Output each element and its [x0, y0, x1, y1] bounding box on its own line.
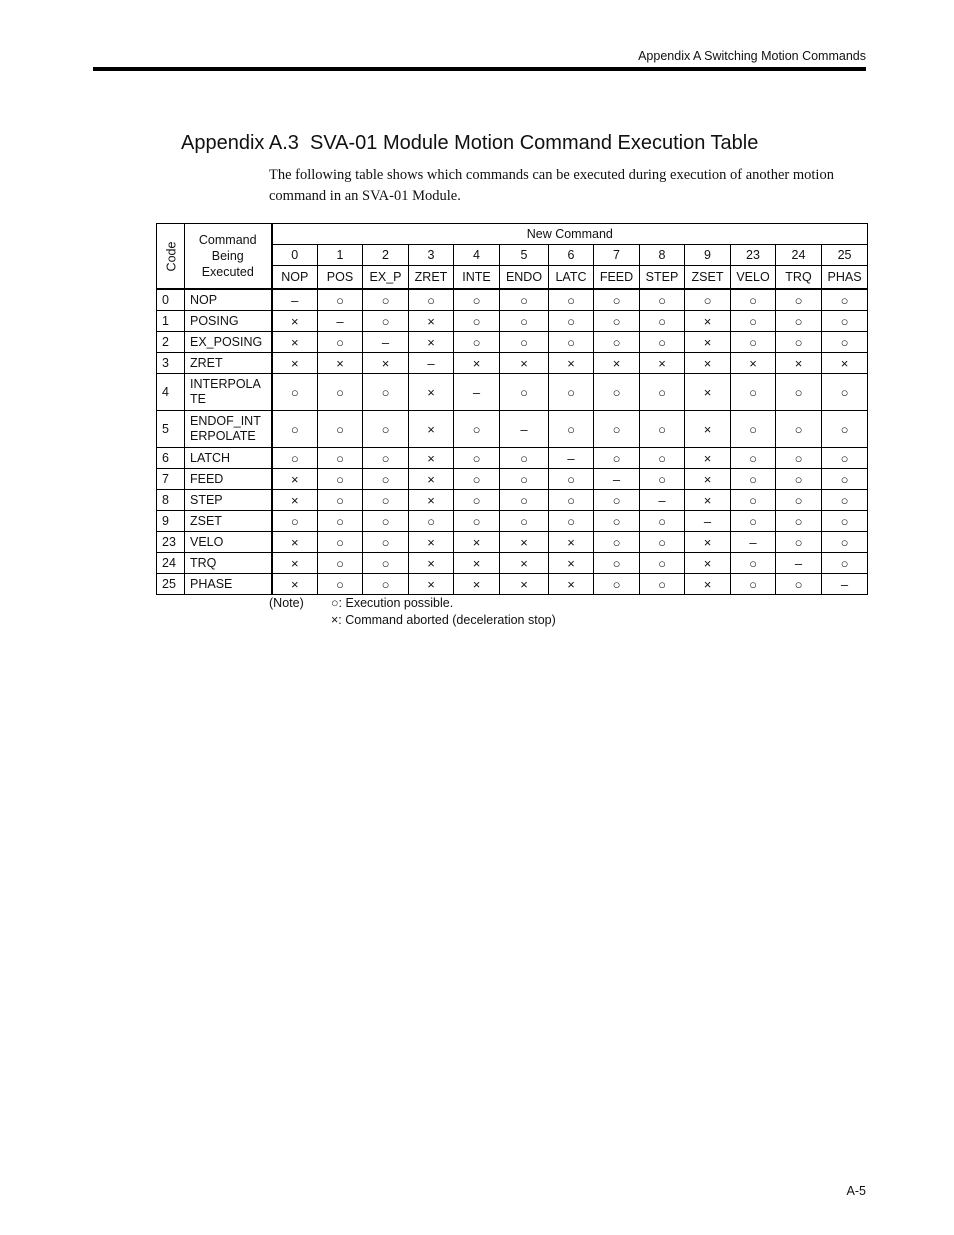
note-command-aborted: ×: Command aborted (deceleration stop) — [331, 613, 556, 627]
execution-cell: ○ — [318, 553, 363, 574]
table-row — [157, 411, 868, 448]
execution-cell: ○ — [454, 469, 500, 490]
row-code: 25 — [157, 574, 185, 595]
code-header-label: Code — [164, 241, 179, 271]
execution-cell: ○ — [776, 332, 822, 353]
column-name: INTE — [454, 266, 500, 290]
execution-cell: – — [640, 490, 685, 511]
column-name: ZRET — [409, 266, 454, 290]
column-name: EX_P — [363, 266, 409, 290]
execution-cell: ○ — [454, 411, 500, 448]
execution-cell: × — [454, 553, 500, 574]
execution-cell: ○ — [318, 448, 363, 469]
execution-cell: ○ — [549, 469, 594, 490]
execution-cell: ○ — [594, 311, 640, 332]
execution-cell: × — [272, 311, 318, 332]
note-label: (Note) — [269, 596, 304, 610]
execution-cell: ○ — [640, 469, 685, 490]
execution-cell: – — [454, 374, 500, 411]
execution-cell: × — [731, 353, 776, 374]
row-command-name — [185, 469, 272, 490]
column-code: 24 — [776, 245, 822, 266]
column-code: 4 — [454, 245, 500, 266]
execution-cell: ○ — [272, 374, 318, 411]
execution-cell: ○ — [500, 490, 549, 511]
execution-cell: ○ — [640, 574, 685, 595]
column-code: 3 — [409, 245, 454, 266]
execution-cell: ○ — [500, 511, 549, 532]
execution-cell: – — [500, 411, 549, 448]
execution-cell: ○ — [454, 311, 500, 332]
execution-cell: × — [409, 332, 454, 353]
execution-cell: ○ — [454, 511, 500, 532]
execution-cell: ○ — [272, 511, 318, 532]
execution-cell: × — [822, 353, 868, 374]
row-command-name-line: FEED — [190, 471, 224, 486]
execution-cell: × — [500, 532, 549, 553]
execution-cell: × — [500, 553, 549, 574]
executing-header-line: Command — [198, 233, 257, 247]
execution-cell: × — [363, 353, 409, 374]
column-code: 5 — [500, 245, 549, 266]
execution-cell: × — [272, 553, 318, 574]
execution-cell: ○ — [318, 490, 363, 511]
execution-cell: ○ — [776, 374, 822, 411]
execution-cell: ○ — [549, 289, 594, 311]
execution-cell: ○ — [594, 448, 640, 469]
execution-cell: × — [272, 574, 318, 595]
column-code: 8 — [640, 245, 685, 266]
execution-cell: ○ — [731, 574, 776, 595]
row-command-name — [185, 411, 272, 448]
table-row — [157, 332, 868, 353]
execution-cell: ○ — [454, 448, 500, 469]
execution-cell: ○ — [822, 469, 868, 490]
note-execution-possible: ○: Execution possible. — [331, 596, 454, 610]
table-row — [157, 490, 868, 511]
header-row-title — [157, 224, 868, 245]
execution-cell: × — [409, 311, 454, 332]
execution-cell: ○ — [685, 289, 731, 311]
row-command-name — [185, 511, 272, 532]
running-header: Appendix A Switching Motion Commands — [638, 49, 866, 63]
table-row — [157, 511, 868, 532]
row-command-name — [185, 332, 272, 353]
table-row — [157, 374, 868, 411]
execution-cell: ○ — [318, 411, 363, 448]
execution-cell: ○ — [594, 511, 640, 532]
execution-cell: ○ — [594, 574, 640, 595]
column-code: 7 — [594, 245, 640, 266]
row-command-name — [185, 532, 272, 553]
row-code: 2 — [157, 332, 185, 353]
execution-cell: × — [409, 532, 454, 553]
execution-cell: ○ — [363, 490, 409, 511]
column-name: LATC — [549, 266, 594, 290]
row-command-name — [185, 289, 272, 311]
execution-cell: – — [272, 289, 318, 311]
execution-cell: × — [685, 532, 731, 553]
execution-cell: ○ — [776, 289, 822, 311]
execution-cell: × — [549, 574, 594, 595]
execution-cell: ○ — [776, 511, 822, 532]
table-row — [157, 574, 868, 595]
execution-cell: ○ — [731, 374, 776, 411]
execution-cell: × — [549, 532, 594, 553]
execution-cell: ○ — [363, 448, 409, 469]
execution-cell: ○ — [272, 448, 318, 469]
execution-cell: × — [318, 353, 363, 374]
execution-cell: ○ — [594, 532, 640, 553]
execution-cell: ○ — [363, 289, 409, 311]
execution-cell: ○ — [549, 511, 594, 532]
row-command-name — [185, 448, 272, 469]
execution-cell: ○ — [822, 411, 868, 448]
execution-cell: ○ — [318, 532, 363, 553]
executing-header-line: Executed — [201, 265, 254, 279]
execution-cell: ○ — [363, 411, 409, 448]
execution-cell: × — [594, 353, 640, 374]
execution-cell: × — [685, 553, 731, 574]
row-code: 8 — [157, 490, 185, 511]
execution-cell: – — [731, 532, 776, 553]
row-command-name-line: STEP — [190, 492, 223, 507]
column-name: STEP — [640, 266, 685, 290]
row-command-name-line: POSING — [190, 313, 239, 328]
execution-cell: ○ — [363, 532, 409, 553]
execution-cell: × — [776, 353, 822, 374]
execution-cell: ○ — [549, 490, 594, 511]
execution-cell: × — [409, 574, 454, 595]
row-command-name-line: TRQ — [190, 555, 217, 570]
execution-cell: ○ — [500, 374, 549, 411]
execution-cell: ○ — [549, 411, 594, 448]
column-name: POS — [318, 266, 363, 290]
execution-cell: ○ — [594, 490, 640, 511]
execution-cell: ○ — [776, 469, 822, 490]
column-name: PHAS — [822, 266, 868, 290]
execution-cell: ○ — [822, 332, 868, 353]
execution-cell: ○ — [409, 289, 454, 311]
execution-cell: ○ — [640, 553, 685, 574]
execution-cell: × — [685, 574, 731, 595]
execution-cell: × — [685, 332, 731, 353]
execution-cell: ○ — [640, 411, 685, 448]
execution-cell: – — [318, 311, 363, 332]
execution-cell: × — [549, 353, 594, 374]
executing-command-header — [185, 224, 272, 290]
execution-cell: × — [409, 553, 454, 574]
execution-cell: ○ — [318, 574, 363, 595]
execution-cell: ○ — [363, 311, 409, 332]
execution-cell: × — [272, 332, 318, 353]
table-row — [157, 553, 868, 574]
execution-cell: × — [409, 374, 454, 411]
execution-cell: ○ — [822, 289, 868, 311]
execution-cell: ○ — [731, 332, 776, 353]
column-name: ENDO — [500, 266, 549, 290]
execution-cell: × — [272, 469, 318, 490]
execution-cell: ○ — [363, 553, 409, 574]
execution-cell: ○ — [454, 490, 500, 511]
row-code: 3 — [157, 353, 185, 374]
column-name: VELO — [731, 266, 776, 290]
execution-cell: ○ — [822, 374, 868, 411]
execution-cell: ○ — [731, 448, 776, 469]
table-row — [157, 469, 868, 490]
execution-cell: – — [409, 353, 454, 374]
column-name: TRQ — [776, 266, 822, 290]
execution-cell: ○ — [640, 332, 685, 353]
row-command-name-line: ENDOF_INT — [190, 414, 261, 428]
column-code: 23 — [731, 245, 776, 266]
execution-cell: ○ — [409, 511, 454, 532]
column-name: NOP — [272, 266, 318, 290]
execution-cell: × — [549, 553, 594, 574]
execution-cell: × — [454, 532, 500, 553]
execution-cell: ○ — [363, 469, 409, 490]
execution-cell: × — [272, 353, 318, 374]
table-row — [157, 448, 868, 469]
execution-cell: ○ — [731, 289, 776, 311]
column-code: 9 — [685, 245, 731, 266]
row-command-name-line: LATCH — [190, 450, 231, 465]
column-name: FEED — [594, 266, 640, 290]
row-command-name-line: EX_POSING — [190, 334, 263, 349]
column-code: 0 — [272, 245, 318, 266]
execution-cell: ○ — [731, 311, 776, 332]
execution-cell: ○ — [640, 311, 685, 332]
table-row — [157, 289, 868, 311]
row-command-name-line: PHASE — [190, 576, 233, 591]
execution-cell: ○ — [318, 332, 363, 353]
execution-cell: × — [272, 532, 318, 553]
execution-cell: ○ — [822, 311, 868, 332]
row-command-name-line: ZRET — [190, 355, 223, 370]
row-command-name-line: ERPOLATE — [190, 429, 256, 443]
execution-cell: × — [409, 469, 454, 490]
table-row — [157, 353, 868, 374]
execution-cell: ○ — [776, 448, 822, 469]
execution-cell: ○ — [500, 332, 549, 353]
row-code: 23 — [157, 532, 185, 553]
execution-cell: ○ — [318, 469, 363, 490]
execution-cell: ○ — [640, 374, 685, 411]
row-code: 4 — [157, 374, 185, 411]
execution-cell: ○ — [549, 332, 594, 353]
execution-cell: × — [685, 353, 731, 374]
row-code: 5 — [157, 411, 185, 448]
section-title: Appendix A.3 SVA-01 Module Motion Command Execution Table — [181, 132, 759, 154]
execution-cell: ○ — [549, 374, 594, 411]
header-rule — [93, 67, 866, 71]
execution-cell: × — [500, 574, 549, 595]
row-code: 24 — [157, 553, 185, 574]
execution-cell: × — [685, 490, 731, 511]
execution-cell: ○ — [822, 448, 868, 469]
execution-cell: ○ — [640, 532, 685, 553]
page-number: A-5 — [846, 1184, 866, 1198]
execution-cell: – — [363, 332, 409, 353]
execution-cell: ○ — [776, 411, 822, 448]
executing-header-line: Being — [211, 249, 244, 263]
execution-cell: – — [822, 574, 868, 595]
execution-cell: ○ — [776, 532, 822, 553]
execution-cell: ○ — [822, 532, 868, 553]
execution-cell: ○ — [363, 374, 409, 411]
execution-cell: ○ — [594, 289, 640, 311]
row-command-name-line: NOP — [190, 292, 218, 307]
row-code: 7 — [157, 469, 185, 490]
execution-cell: × — [409, 490, 454, 511]
execution-cell: ○ — [822, 511, 868, 532]
execution-cell: ○ — [594, 374, 640, 411]
row-code: 6 — [157, 448, 185, 469]
row-code: 1 — [157, 311, 185, 332]
row-command-name — [185, 311, 272, 332]
execution-cell: ○ — [640, 289, 685, 311]
execution-cell: × — [272, 490, 318, 511]
row-command-name — [185, 490, 272, 511]
execution-cell: × — [500, 353, 549, 374]
execution-cell: ○ — [318, 289, 363, 311]
execution-cell: ○ — [776, 574, 822, 595]
execution-cell: ○ — [731, 553, 776, 574]
execution-cell: ○ — [594, 332, 640, 353]
execution-cell: ○ — [822, 490, 868, 511]
row-command-name-line: TE — [190, 392, 206, 406]
execution-cell: ○ — [454, 289, 500, 311]
execution-cell: – — [594, 469, 640, 490]
row-command-name — [185, 553, 272, 574]
new-command-header: New Command — [272, 224, 868, 245]
row-command-name-line: VELO — [190, 534, 224, 549]
execution-table — [156, 223, 868, 595]
column-code: 6 — [549, 245, 594, 266]
execution-cell: ○ — [318, 374, 363, 411]
execution-cell: × — [685, 374, 731, 411]
execution-cell: ○ — [454, 332, 500, 353]
row-command-name — [185, 353, 272, 374]
execution-cell: – — [549, 448, 594, 469]
execution-cell: – — [776, 553, 822, 574]
row-command-name — [185, 374, 272, 411]
execution-cell: × — [409, 448, 454, 469]
execution-cell: ○ — [776, 490, 822, 511]
row-code: 0 — [157, 289, 185, 311]
execution-cell: × — [640, 353, 685, 374]
column-name: ZSET — [685, 266, 731, 290]
table-row — [157, 311, 868, 332]
column-code: 2 — [363, 245, 409, 266]
execution-cell: × — [454, 574, 500, 595]
intro-paragraph: The following table shows which commands can be executed during execution of another motion command in an SVA-01 Module. — [269, 167, 834, 204]
execution-cell: ○ — [500, 448, 549, 469]
execution-cell: ○ — [363, 574, 409, 595]
execution-cell: ○ — [731, 490, 776, 511]
execution-cell: ○ — [500, 311, 549, 332]
execution-cell: ○ — [731, 411, 776, 448]
column-code: 25 — [822, 245, 868, 266]
execution-cell: ○ — [731, 469, 776, 490]
row-code: 9 — [157, 511, 185, 532]
execution-cell: ○ — [363, 511, 409, 532]
execution-cell: – — [685, 511, 731, 532]
execution-cell: × — [685, 411, 731, 448]
execution-cell: ○ — [731, 511, 776, 532]
row-command-name — [185, 574, 272, 595]
execution-cell: ○ — [500, 469, 549, 490]
row-command-name-line: ZSET — [190, 513, 222, 528]
column-code: 1 — [318, 245, 363, 266]
execution-cell: × — [454, 353, 500, 374]
execution-cell: ○ — [318, 511, 363, 532]
execution-cell: ○ — [272, 411, 318, 448]
execution-cell: ○ — [594, 411, 640, 448]
code-header — [157, 224, 185, 290]
execution-cell: ○ — [500, 289, 549, 311]
row-command-name-line: INTERPOLA — [190, 377, 261, 391]
execution-cell: × — [685, 311, 731, 332]
table-row — [157, 532, 868, 553]
execution-cell: × — [409, 411, 454, 448]
execution-cell: ○ — [640, 448, 685, 469]
execution-cell: ○ — [594, 553, 640, 574]
execution-cell: ○ — [822, 553, 868, 574]
execution-cell: ○ — [549, 311, 594, 332]
execution-cell: × — [685, 448, 731, 469]
execution-cell: ○ — [640, 511, 685, 532]
execution-cell: ○ — [776, 311, 822, 332]
execution-cell: × — [685, 469, 731, 490]
